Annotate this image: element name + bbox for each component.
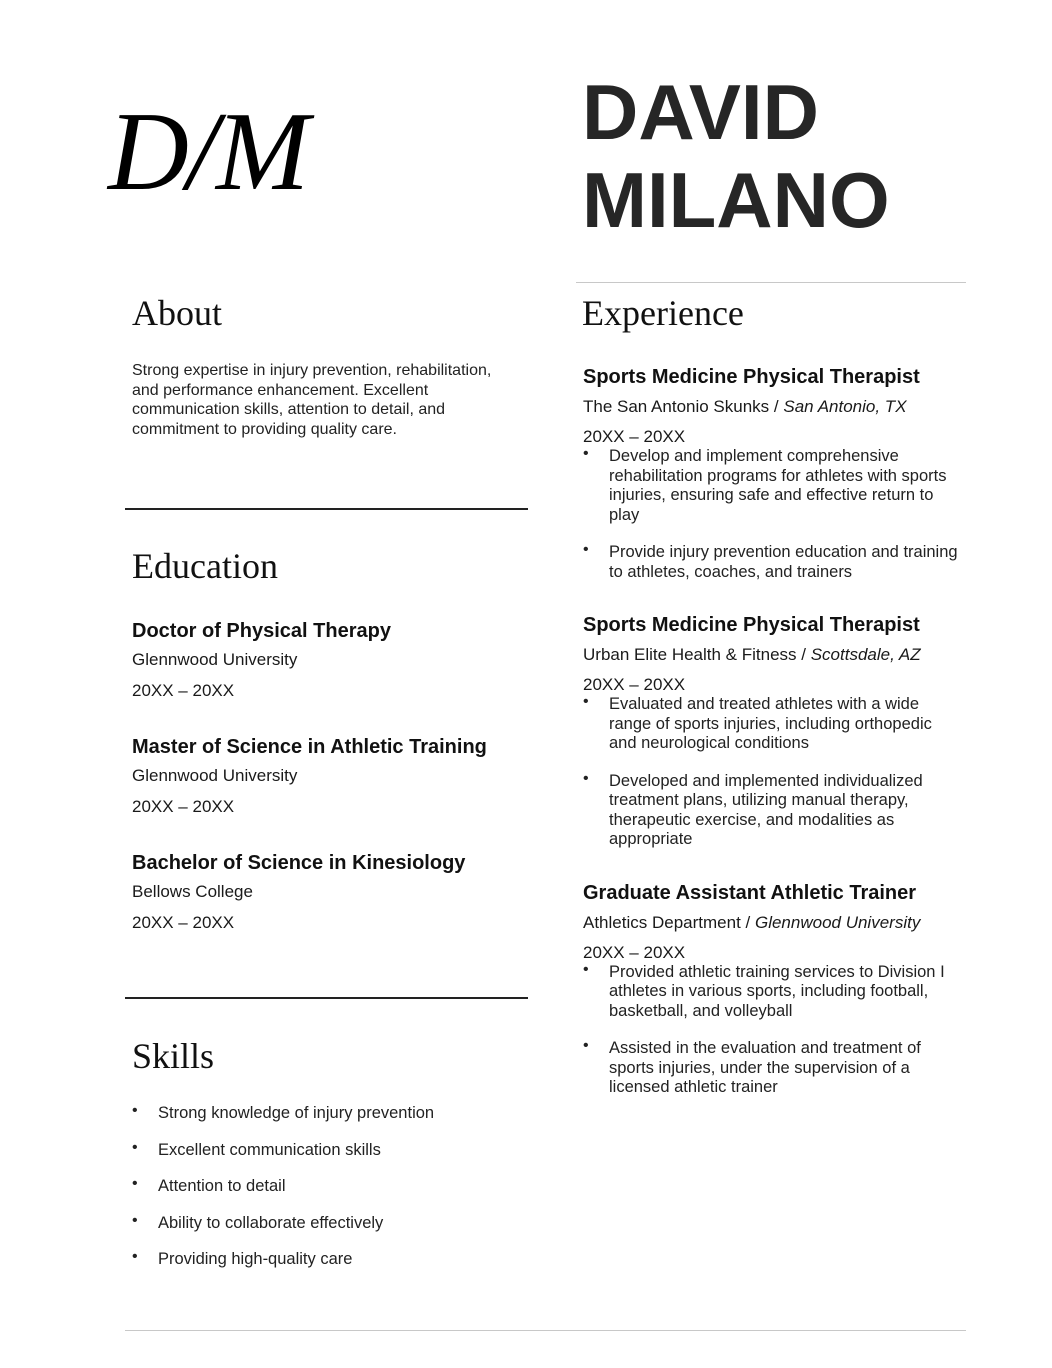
job-bullet bbox=[583, 769, 963, 850]
bullet-icon: • bbox=[583, 445, 589, 462]
skills-heading: Skills bbox=[132, 1036, 215, 1076]
degree-title: Master of Science in Athletic Training bbox=[132, 736, 487, 758]
job-title: Graduate Assistant Athletic Trainer bbox=[583, 881, 917, 904]
skill-item bbox=[132, 1177, 527, 1197]
job-bullets bbox=[583, 695, 963, 850]
experience-item bbox=[583, 881, 963, 1098]
experience-list bbox=[583, 365, 963, 1124]
experience-item bbox=[583, 613, 963, 850]
skill-item bbox=[132, 1211, 527, 1234]
job-employer-line: The San Antonio Skunks / San Antonio, TX bbox=[583, 397, 907, 416]
bullet-text: Developed and implemented individualized treatment plans, utilizing manual therapy, therapeutic exercise, and modalities as appropriate bbox=[609, 771, 923, 848]
employer-name: The San Antonio Skunks bbox=[583, 397, 770, 416]
job-title: Sports Medicine Physical Therapist bbox=[583, 614, 920, 636]
bullet-icon: • bbox=[583, 693, 589, 710]
education-item bbox=[132, 619, 527, 701]
skill-item bbox=[132, 1138, 527, 1161]
last-name: MILANO bbox=[582, 156, 890, 244]
experience-heading: Experience bbox=[582, 293, 744, 333]
education-heading: Education bbox=[132, 546, 278, 586]
bullet-icon: • bbox=[132, 1175, 138, 1192]
bullet-text: Provide injury prevention education and training to athletes, coaches, and trainers bbox=[609, 543, 958, 581]
about-text: Strong expertise in injury prevention, rehabilitation, and performance enhancement. Excellent communication skills, attention to detail, and commitment to providing quality care. bbox=[132, 362, 492, 438]
job-dates: 20XX – 20XX bbox=[583, 427, 686, 446]
job-bullet bbox=[583, 960, 963, 1022]
monogram-logo: D/M bbox=[108, 90, 308, 214]
bullet-icon: • bbox=[132, 1248, 138, 1265]
bullet-icon: • bbox=[132, 1211, 138, 1229]
job-employer-line: Urban Elite Health & Fitness / Scottsdale, AZ bbox=[583, 645, 921, 664]
job-location: Scottsdale, AZ bbox=[810, 645, 921, 664]
skill-text: Providing high-quality care bbox=[158, 1250, 353, 1268]
skill-text: Ability to collaborate effectively bbox=[158, 1213, 384, 1232]
skill-item bbox=[132, 1104, 527, 1124]
about-heading: About bbox=[132, 293, 222, 333]
candidate-name bbox=[582, 68, 890, 244]
skills-list bbox=[132, 1104, 527, 1287]
about-divider bbox=[125, 508, 528, 510]
skill-text: Attention to detail bbox=[158, 1177, 286, 1195]
employer-name: Athletics Department bbox=[583, 912, 741, 932]
education-divider bbox=[125, 997, 528, 999]
skill-text: Strong knowledge of injury prevention bbox=[158, 1104, 435, 1122]
footer-divider bbox=[125, 1330, 966, 1331]
bullet-text: Develop and implement comprehensive rehabilitation programs for athletes with sports injuries, ensuring safe and effective return to play bbox=[609, 447, 947, 524]
job-bullets bbox=[583, 960, 963, 1098]
school-name: Glennwood University bbox=[132, 650, 298, 669]
header-divider bbox=[576, 282, 966, 283]
bullet-text: Provided athletic training services to Division I athletes in various sports, including football, basketball, and volleyball bbox=[609, 962, 945, 1020]
education-dates: 20XX – 20XX bbox=[132, 797, 235, 816]
job-employer-line: Athletics Department / Glennwood University bbox=[583, 912, 921, 932]
bullet-icon: • bbox=[583, 769, 589, 787]
education-dates: 20XX – 20XX bbox=[132, 681, 235, 700]
bullet-icon: • bbox=[583, 1037, 589, 1054]
education-dates: 20XX – 20XX bbox=[132, 913, 235, 932]
experience-item bbox=[583, 365, 963, 582]
education-item bbox=[132, 735, 527, 817]
bullet-text: Evaluated and treated athletes with a wide range of sports injuries, including orthopedic and neurological conditions bbox=[609, 695, 932, 752]
bullet-icon: • bbox=[132, 1138, 138, 1156]
education-item bbox=[132, 851, 527, 933]
job-bullet bbox=[583, 543, 963, 582]
job-dates: 20XX – 20XX bbox=[583, 942, 686, 962]
job-dates: 20XX – 20XX bbox=[583, 675, 686, 694]
job-bullet bbox=[583, 1039, 963, 1098]
school-name: Glennwood University bbox=[132, 766, 298, 785]
skill-item bbox=[132, 1250, 527, 1270]
job-title: Sports Medicine Physical Therapist bbox=[583, 366, 920, 388]
bullet-text: Assisted in the evaluation and treatment of sports injuries, under the supervision of a licensed athletic trainer bbox=[609, 1039, 921, 1096]
first-name: DAVID bbox=[582, 68, 819, 156]
job-bullets bbox=[583, 447, 963, 582]
job-location: Glennwood University bbox=[754, 912, 921, 932]
job-bullet bbox=[583, 695, 963, 754]
skill-text: Excellent communication skills bbox=[158, 1140, 381, 1159]
degree-title: Bachelor of Science in Kinesiology bbox=[132, 852, 466, 874]
bullet-icon: • bbox=[132, 1102, 138, 1119]
employer-name: Urban Elite Health & Fitness bbox=[583, 645, 797, 664]
degree-title: Doctor of Physical Therapy bbox=[132, 620, 391, 642]
school-name: Bellows College bbox=[132, 882, 253, 901]
job-location: San Antonio, TX bbox=[783, 397, 907, 416]
bullet-icon: • bbox=[583, 541, 589, 558]
bullet-icon: • bbox=[583, 960, 589, 978]
job-bullet bbox=[583, 447, 963, 525]
education-list bbox=[132, 619, 527, 953]
